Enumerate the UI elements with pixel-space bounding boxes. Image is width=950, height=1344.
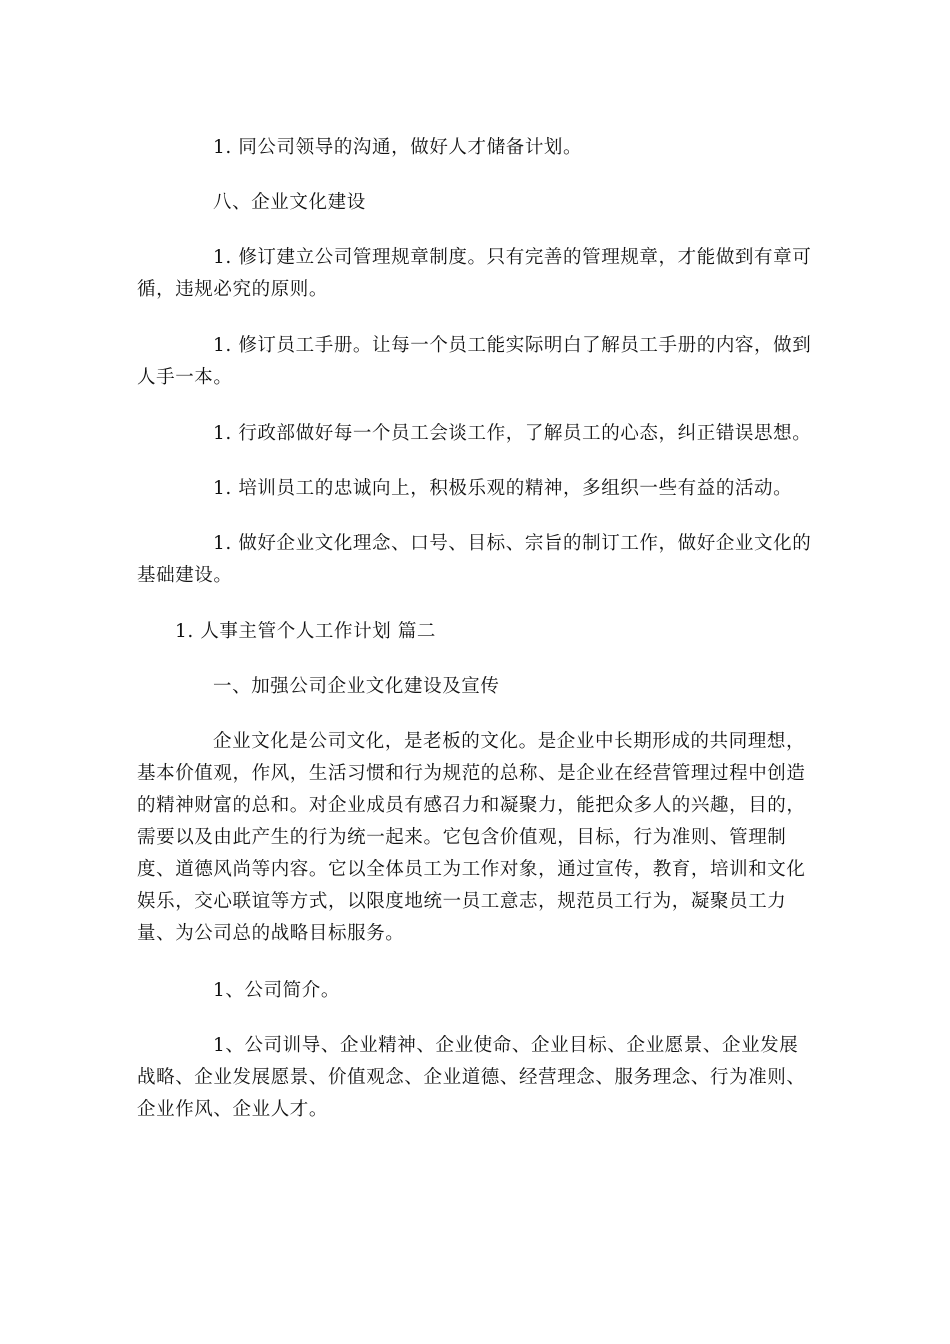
paragraph-company-guidance: 1、公司训导、企业精神、企业使命、企业目标、企业愿景、企业发展战略、企业发展愿景、价值观念、企业道德、经营理念、服务理念、行为准则、企业作风、企业人才。 <box>137 1035 806 1120</box>
paragraph-company-intro: 1、公司简介。 <box>213 980 340 1001</box>
section-title-part-two: 1. 人事主管个人工作计划 篇二 <box>175 621 437 642</box>
paragraph-regulations: 1. 修订建立公司管理规章制度。只有完善的管理规章，才能做到有章可循，违规必究的原则。 <box>137 247 812 300</box>
paragraph-handbook: 1. 修订员工手册。让每一个员工能实际明白了解员工手册的内容，做到人手一本。 <box>137 335 812 388</box>
section-heading-culture: 八、企业文化建设 <box>213 192 366 213</box>
paragraph-training: 1. 培训员工的忠诚向上，积极乐观的精神，多组织一些有益的活动。 <box>213 478 793 499</box>
paragraph-interviews: 1. 行政部做好每一个员工会谈工作，了解员工的心态，纠正错误思想。 <box>213 423 812 444</box>
paragraph-talent-plan: 1. 同公司领导的沟通，做好人才储备计划。 <box>213 137 583 158</box>
section-heading-strengthen-culture: 一、加强公司企业文化建设及宣传 <box>213 676 500 697</box>
paragraph-culture-definition: 企业文化是公司文化，是老板的文化。是企业中长期形成的共同理想，基本价值观，作风，生活习惯和行为规范的总称、是企业在经营管理过程中创造的精神财富的总和。对企业成员有感召力和凝聚力，能把众多人的兴趣，目的，需要以及由此产生的行为统一起来。它包含价值观，目标，行为准则、管理制度、道德风尚等内容。它以全体员工为工作对象，通过宣传，教育，培训和文化娱乐，交心联谊等方式，以限度地统一员工意志，规范员工行为，凝聚员工力量、为公司总的战略目标服务。 <box>137 731 806 944</box>
paragraph-culture-concepts: 1. 做好企业文化理念、口号、目标、宗旨的制订工作，做好企业文化的基础建设。 <box>137 533 812 586</box>
